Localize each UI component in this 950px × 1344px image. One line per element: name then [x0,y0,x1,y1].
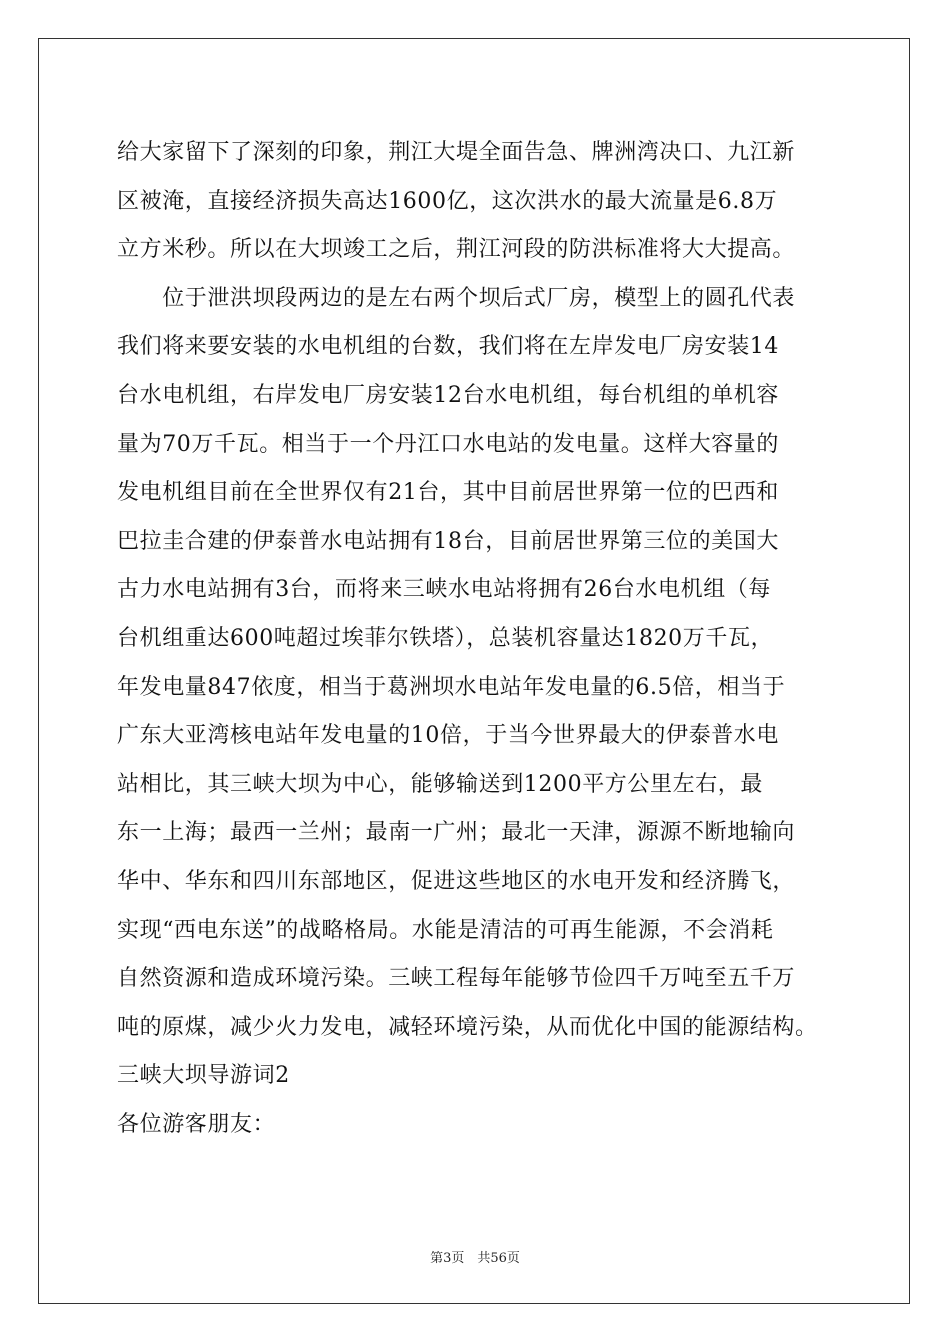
text-line: 自然资源和造成环境污染。三峡工程每年能够节俭四千万吨至五千万 [117,966,796,992]
section-heading: 三峡大坝导游词2 [117,1063,290,1089]
text-line: 吨的原煤，减少火力发电，减轻环境污染，从而优化中国的能源结构。 [117,1014,818,1040]
text-line: 东一上海；最西一兰州；最南一广州；最北一天津，源源不断地输向 [117,820,796,846]
text-line: 华中、华东和四川东部地区，促进这些地区的水电开发和经济腾飞， [117,868,796,894]
salutation: 各位游客朋友： [117,1111,276,1137]
page-number-footer: 第3页 共56页 [430,1251,520,1266]
text-line: 我们将来要安装的水电机组的台数，我们将在左岸发电厂房安装14 [117,334,779,360]
text-line: 年发电量847依度，相当于葛洲坝水电站年发电量的6.5倍，相当于 [117,674,786,700]
text-line: 给大家留下了深刻的印象，荆江大堤全面告急、牌洲湾决口、九江新 [117,140,796,165]
text-line: 巴拉圭合建的伊泰普水电站拥有18台，目前居世界第三位的美国大 [117,528,779,554]
text-line: 立方米秒。所以在大坝竣工之后，荆江河段的防洪标准将大大提高。 [117,237,796,263]
text-line: 台机组重达600吨超过埃菲尔铁塔），总装机容量达1820万千瓦， [117,625,774,651]
text-line: 广东大亚湾核电站年发电量的10倍，于当今世界最大的伊泰普水电 [117,723,779,749]
text-line: 位于泄洪坝段两边的是左右两个坝后式厂房，模型上的圆孔代表 [117,285,796,311]
text-line: 台水电机组，右岸发电厂房安装12台水电机组，每台机组的单机容 [117,382,779,408]
document-body [117,129,837,1149]
text-line: 量为70万千瓦。相当于一个丹江口水电站的发电量。这样大容量的 [117,431,779,457]
text-line: 区被淹，直接经济损失高达1600亿，这次洪水的最大流量是6.8万 [117,188,778,214]
text-line: 古力水电站拥有3台，而将来三峡水电站将拥有26台水电机组（每 [117,577,771,603]
text-line: 实现“西电东送”的战略格局。水能是清洁的可再生能源，不会消耗 [117,917,774,943]
text-line: 发电机组目前在全世界仅有21台，其中目前居世界第一位的巴西和 [117,480,779,506]
text-line: 站相比，其三峡大坝为中心，能够输送到1200平方公里左右，最 [117,771,763,797]
